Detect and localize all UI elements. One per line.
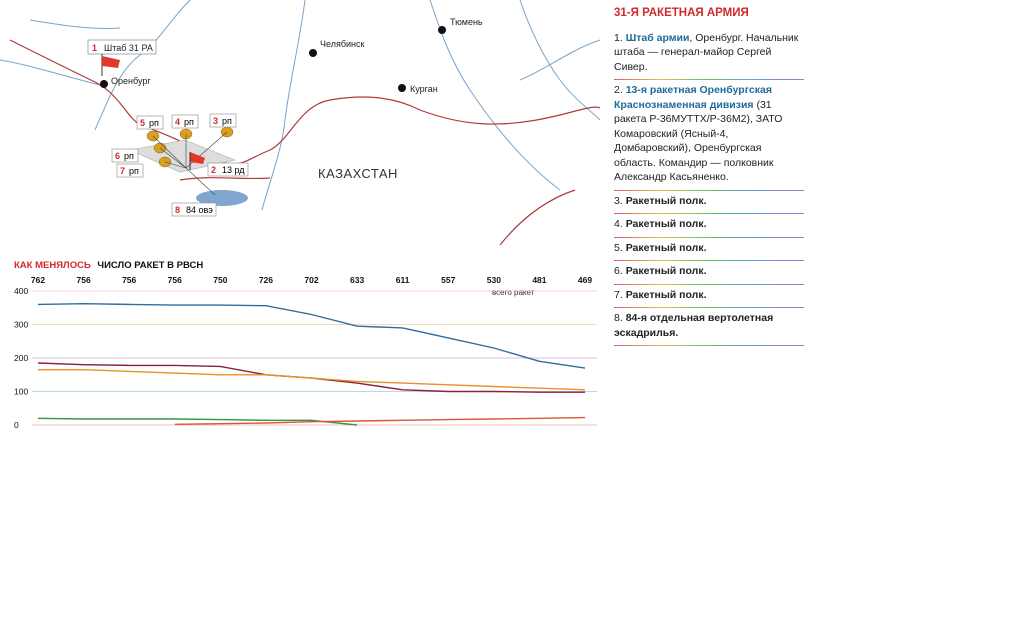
legend-item-7: 7. Ракетный полк. [614, 288, 804, 309]
svg-text:84 овэ: 84 овэ [186, 205, 213, 215]
svg-text:5: 5 [140, 118, 146, 128]
flag-icon [102, 56, 120, 68]
city-chelyabinsk [309, 39, 364, 57]
svg-text:рп: рп [149, 118, 159, 128]
svg-text:6: 6 [115, 151, 121, 161]
legend-item-1: 1. Штаб армии, Оренбург. Начальник штаба — генерал-майор Сергей Сивер. [614, 31, 804, 81]
svg-text:7: 7 [120, 166, 126, 176]
marker-hq [88, 40, 156, 76]
legend-panel [614, 6, 804, 349]
missile-count-chart [0, 255, 600, 435]
totals-note: всего ракет [492, 288, 535, 297]
total-label: 756 [76, 275, 91, 285]
legend-item-5: 5. Ракетный полк. [614, 241, 804, 262]
legend-item-8: 8. 84-я отдельная вертолетная эскадрилья. [614, 311, 804, 346]
map [0, 0, 600, 245]
svg-text:4: 4 [175, 117, 181, 127]
svg-text:3: 3 [213, 116, 219, 126]
svg-text:рп: рп [124, 151, 134, 161]
svg-text:Штаб 31 РА: Штаб 31 РА [104, 43, 153, 53]
svg-text:13 рд: 13 рд [222, 165, 245, 175]
y-tick-label: 200 [14, 353, 29, 363]
total-label: 611 [395, 275, 410, 285]
svg-text:Тюмень: Тюмень [450, 17, 483, 27]
y-axis [14, 286, 28, 430]
total-label: 756 [167, 275, 182, 285]
total-label: 750 [213, 275, 228, 285]
svg-text:Оренбург: Оренбург [111, 76, 151, 86]
city-kurgan [398, 84, 438, 94]
series-line [38, 370, 585, 390]
svg-text:рп: рп [184, 117, 194, 127]
legend-item-2: 2. 13-я ракетная Оренбургская Краснознаменная дивизия (31 ракета Р-36МУТТХ/Р-36М2), ЗАТО Комаровский (Ясный-4, Домбаровский), Оренбургская область. Командир — полковник Александр Касьяненко. [614, 83, 804, 191]
svg-text:Курган: Курган [410, 84, 438, 94]
borders [10, 40, 600, 245]
rivers [0, 0, 600, 210]
city-orenburg [100, 76, 151, 88]
series-line [175, 418, 585, 425]
legend-item-4: 4. Ракетный полк. [614, 217, 804, 238]
city-tyumen [438, 17, 483, 34]
legend-title: 31-Я РАКЕТНАЯ АРМИЯ [614, 7, 749, 19]
totals-row [31, 275, 592, 285]
total-label: 702 [304, 275, 319, 285]
y-tick-label: 100 [14, 386, 29, 397]
svg-text:2: 2 [211, 165, 217, 175]
y-tick-label: 300 [14, 319, 29, 330]
total-label: 557 [441, 275, 456, 285]
svg-text:8: 8 [175, 205, 181, 215]
total-label: 726 [258, 275, 274, 285]
series-line [38, 304, 585, 368]
svg-text:рп: рп [129, 166, 139, 176]
country-label: КАЗАХСТАН [318, 166, 398, 181]
svg-text:рп: рп [222, 116, 232, 126]
total-label: 756 [122, 275, 137, 285]
total-label: 762 [30, 275, 46, 285]
svg-text:1: 1 [92, 43, 98, 53]
total-label: 469 [577, 275, 593, 285]
total-label: 481 [532, 275, 547, 285]
total-label: 633 [349, 275, 365, 285]
y-tick-label: 0 [14, 420, 19, 430]
svg-text:Челябинск: Челябинск [320, 39, 365, 49]
gridlines [32, 291, 597, 425]
series [38, 304, 585, 425]
total-label: 530 [486, 275, 501, 285]
legend-item-6: 6. Ракетный полк. [614, 264, 804, 285]
legend-item-3: 3. Ракетный полк. [614, 194, 804, 215]
chart-title: КАК МЕНЯЛОСЬ ЧИСЛО РАКЕТ В РВСН [14, 260, 204, 271]
y-tick-label: 400 [14, 286, 29, 296]
